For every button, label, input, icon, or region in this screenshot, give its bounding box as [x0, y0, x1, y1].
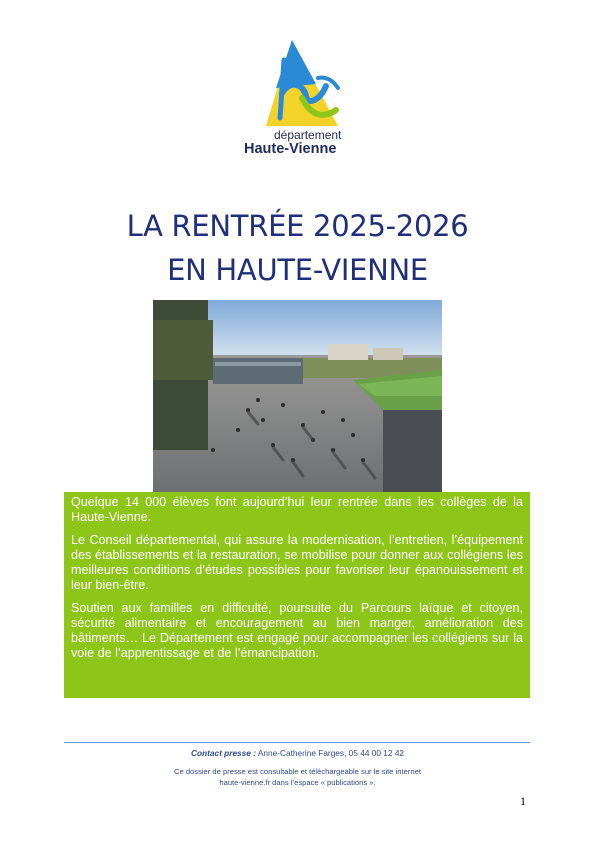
press-contact [0, 748, 595, 758]
intro-text-box [64, 492, 530, 698]
haute-vienne-logo-icon [262, 38, 342, 128]
page-title-line-2: EN HAUTE-VIENNE [167, 253, 428, 287]
page-title-line-1: LA RENTRÉE 2025-2026 [126, 209, 469, 243]
press-contact-value: Anne-Catherine Farges, 05 44 00 12 42 [257, 748, 405, 758]
press-kit-note-line-1: Ce dossier de presse est consultable et téléchargeable sur le site internet [174, 767, 421, 776]
page-number: 1 [520, 794, 526, 808]
intro-paragraph-1: Quelque 14 000 élèves font aujourd’hui leur rentrée dans les collèges de la Haute-Vienne. [71, 495, 523, 524]
schoolyard-photo [153, 300, 442, 492]
logo-text-haute-vienne: Haute-Vienne [244, 141, 337, 157]
department-logo [240, 38, 360, 163]
press-contact-label: Contact presse : [190, 748, 256, 758]
press-kit-note-line-2: haute-vienne.fr dans l’espace « publications ». [219, 778, 376, 787]
intro-paragraph-2: Le Conseil départemental, qui assure la modernisation, l’entretien, l’équipement des établissements et la restauration, se mobilise pour donner aux collégiens les meilleures conditions d’études possibles pour favoriser leur épanouissement et leur bien-être. [71, 533, 523, 592]
footer-divider [64, 742, 530, 743]
logo-text-departement: département [274, 128, 342, 142]
intro-paragraph-3: Soutien aux familles en difficulté, poursuite du Parcours laïque et citoyen, sécurité alimentaire et encouragement au bien manger, amélioration des bâtiments… Le Département est engagé pour accompagner les collégiens sur la voie de l’apprentissage et de l’émancipation. [71, 601, 523, 660]
